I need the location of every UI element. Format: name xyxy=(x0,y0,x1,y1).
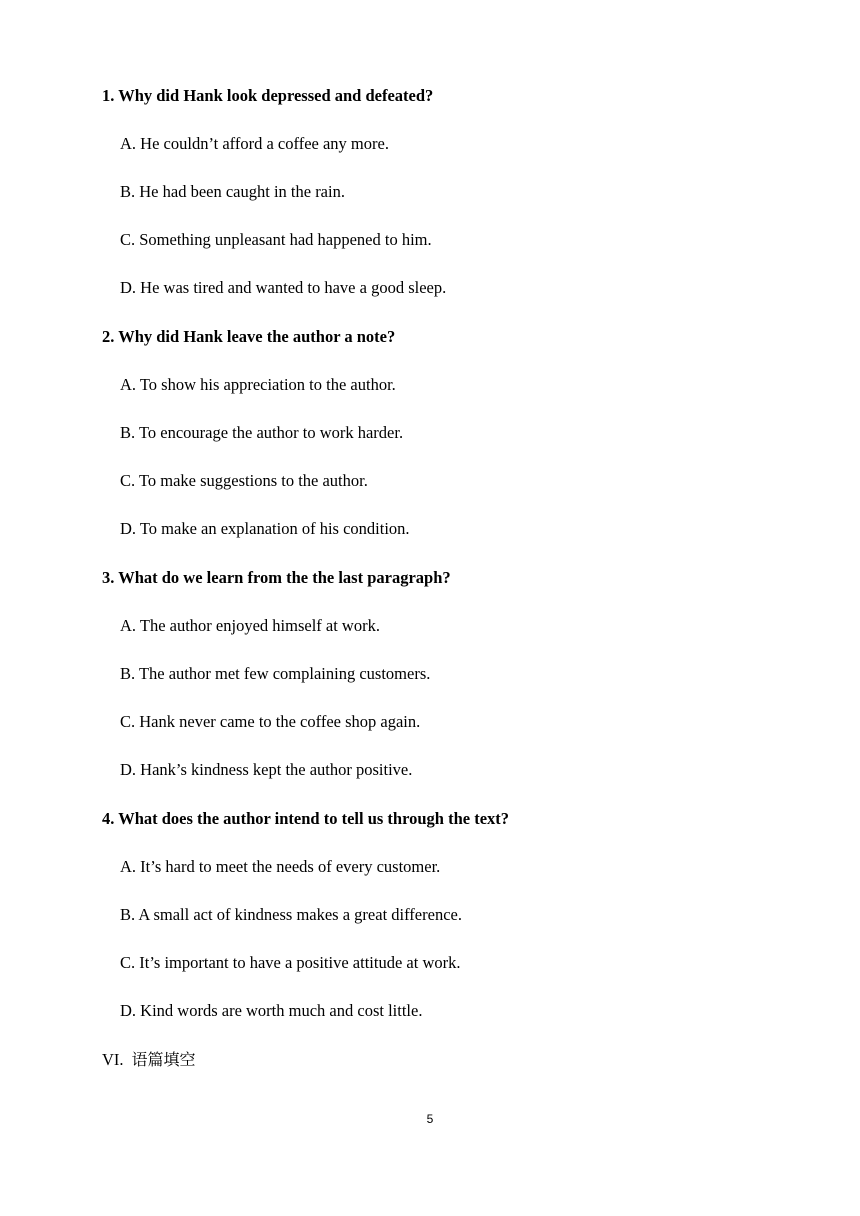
page-number: 5 xyxy=(426,1112,434,1126)
question-2-option-c: C. To make suggestions to the author. xyxy=(120,471,368,490)
question-3-option-a: A. The author enjoyed himself at work. xyxy=(120,616,380,635)
section-heading xyxy=(102,1050,196,1070)
question-4-option-d: D. Kind words are worth much and cost little. xyxy=(120,1001,423,1020)
question-2-option-a: A. To show his appreciation to the author. xyxy=(120,375,396,394)
question-4-option-b: B. A small act of kindness makes a great difference. xyxy=(120,905,462,924)
question-3-option-d: D. Hank’s kindness kept the author positive. xyxy=(120,760,413,779)
question-3-prompt: 3. What do we learn from the the last paragraph? xyxy=(102,568,451,587)
question-2-prompt: 2. Why did Hank leave the author a note? xyxy=(102,327,396,346)
question-1-prompt: 1. Why did Hank look depressed and defeated? xyxy=(102,86,434,105)
question-3-option-b: B. The author met few complaining customers. xyxy=(120,664,431,683)
question-4-option-c: C. It’s important to have a positive attitude at work. xyxy=(120,953,461,972)
question-2-option-d: D. To make an explanation of his condition. xyxy=(120,519,410,538)
section-title: 语篇填空 xyxy=(131,1050,196,1069)
question-3-option-c: C. Hank never came to the coffee shop again. xyxy=(120,712,421,731)
question-1-option-c: C. Something unpleasant had happened to him. xyxy=(120,230,432,249)
question-1-option-d: D. He was tired and wanted to have a good sleep. xyxy=(120,278,447,297)
question-1-option-b: B. He had been caught in the rain. xyxy=(120,182,345,201)
section-number: VI. xyxy=(102,1050,124,1069)
question-4-prompt: 4. What does the author intend to tell us through the text? xyxy=(102,809,510,828)
question-4-option-a: A. It’s hard to meet the needs of every customer. xyxy=(120,857,441,876)
question-2-option-b: B. To encourage the author to work harder. xyxy=(120,423,404,442)
question-1-option-a: A. He couldn’t afford a coffee any more. xyxy=(120,134,389,153)
